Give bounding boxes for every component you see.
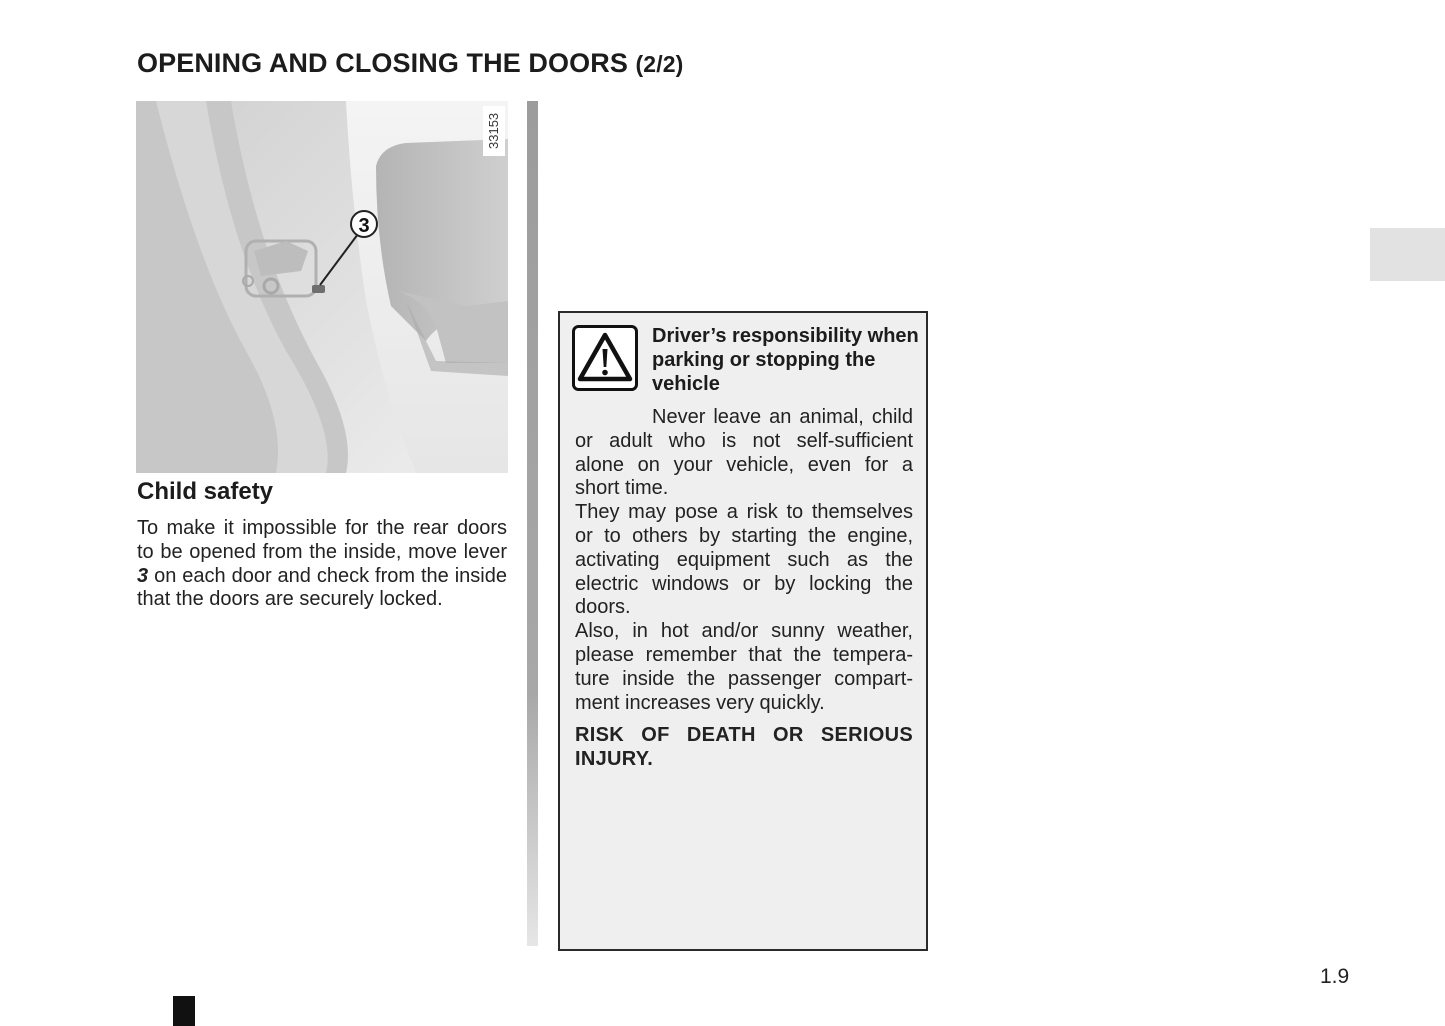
page-title	[137, 48, 683, 79]
child-safety-text-start: To make it impossible for the rear doors to be opened from the inside, move lever	[137, 517, 507, 563]
child-safety-text	[137, 517, 507, 612]
warning-title: Driver’s responsibility when parking or stopping the vehicle	[652, 325, 919, 395]
warning-paragraph: They may pose a risk to themselves or to others by starting the engine, activating equipment such as the electric windows or by locking the doors.	[575, 501, 913, 619]
warning-body	[575, 406, 913, 772]
warning-triangle-icon	[572, 325, 638, 391]
bottom-edge-marker	[173, 996, 195, 1026]
column-divider	[527, 101, 538, 946]
warning-emphasis: RISK OF DEATH OR SERIOUS INJURY.	[575, 724, 913, 771]
child-safety-text-end: on each door and check from the inside that the doors are securely locked.	[137, 564, 507, 611]
warning-box	[558, 311, 928, 951]
page-title-text: OPENING AND CLOSING THE DOORS	[137, 48, 628, 78]
callout-number: 3	[358, 215, 370, 237]
door-lock-drawing	[136, 101, 508, 473]
chapter-tab	[1370, 228, 1445, 281]
section-heading-child-safety: Child safety	[137, 478, 274, 505]
warning-paragraph: Also, in hot and/or sunny weather, please remember that the temperature inside the passenger compartment increases very quickly.	[575, 620, 913, 714]
page-part-indicator: (2/2)	[635, 51, 684, 77]
page-number: 1.9	[1320, 965, 1350, 988]
lever-reference: 3	[137, 564, 149, 587]
door-lock-illustration	[136, 101, 508, 473]
warning-paragraph: Never leave an animal, child or adult who is not self-sufficient alone on your vehicle, even for a short time.	[575, 406, 913, 500]
figure-code: 33153	[483, 106, 505, 156]
